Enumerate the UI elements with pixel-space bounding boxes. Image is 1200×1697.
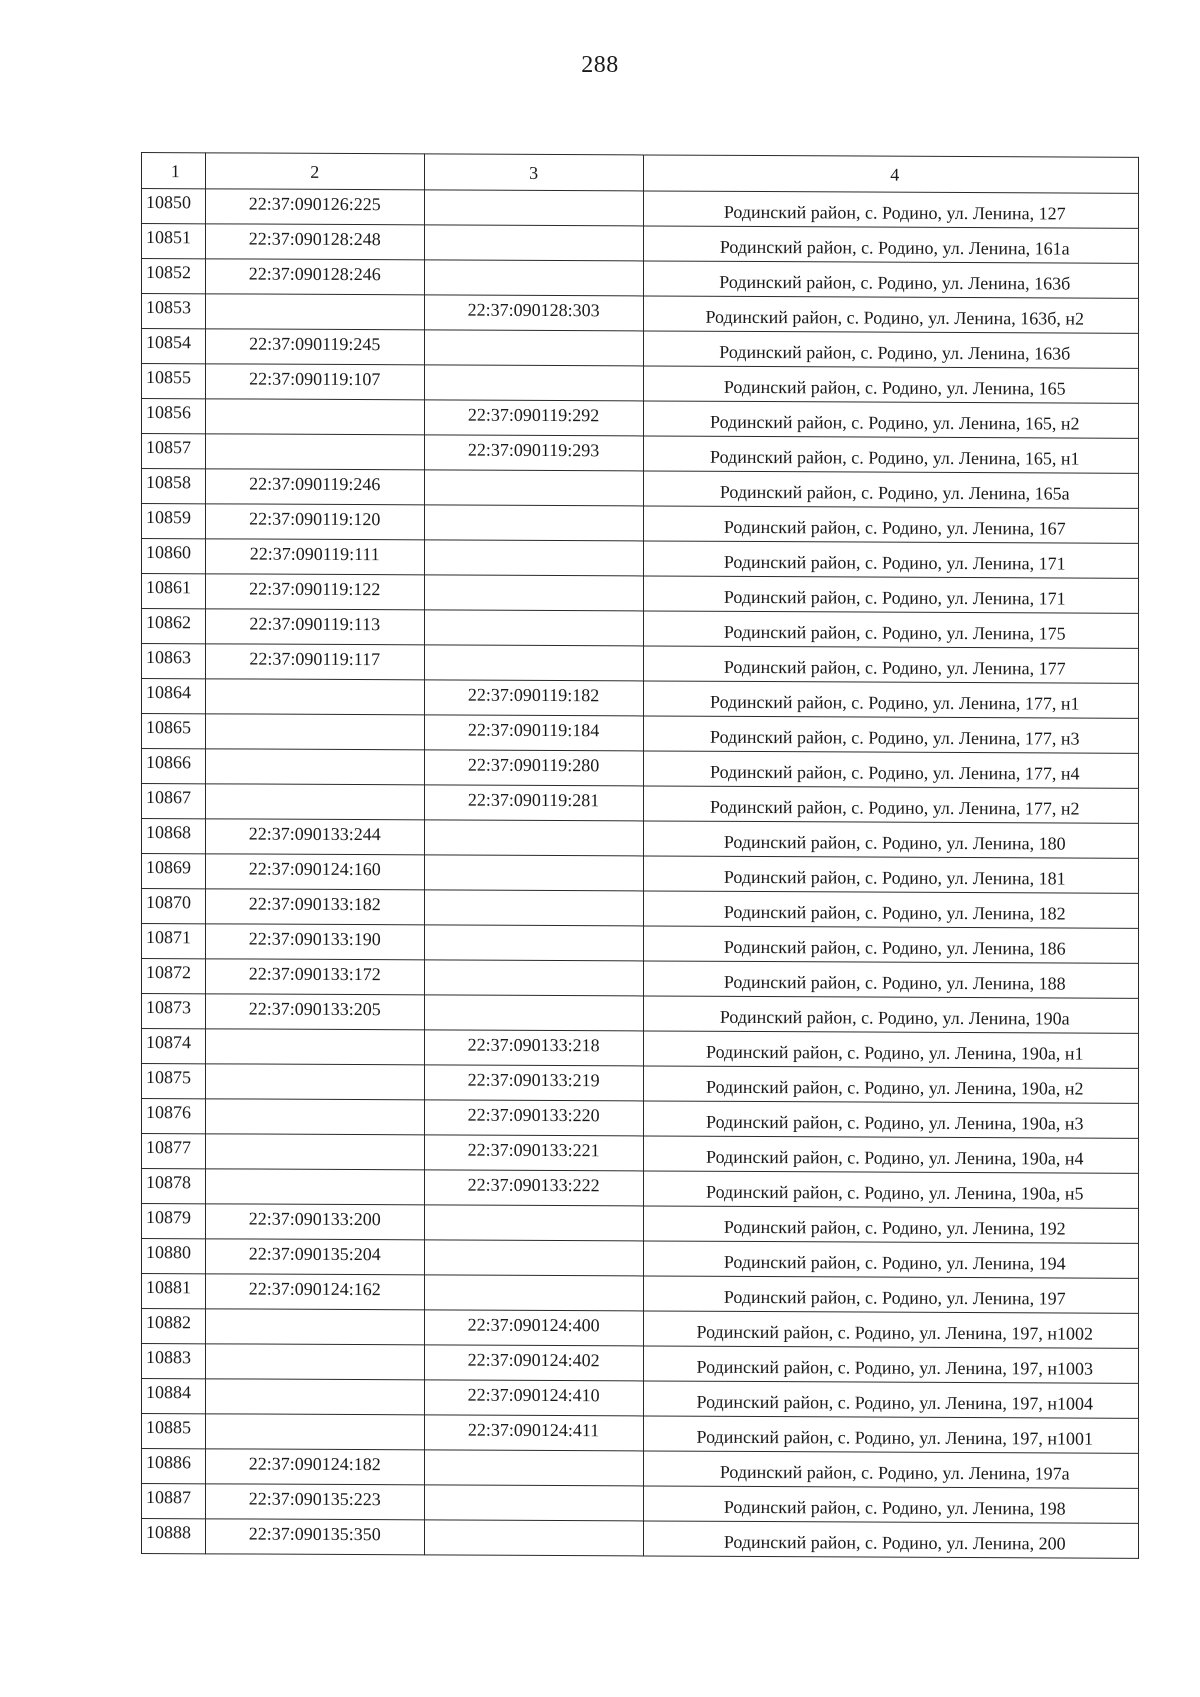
row-number-cell: 10860: [142, 539, 206, 574]
row-number-cell: 10886: [142, 1449, 206, 1484]
row-number-cell: 10882: [142, 1309, 206, 1344]
building-cadastral-number-cell: [424, 960, 643, 996]
table-row: [142, 1309, 1139, 1349]
address-cell: Родинский район, с. Родино, ул. Ленина, 163б: [643, 331, 1138, 368]
building-cadastral-number-cell: [424, 505, 643, 541]
building-cadastral-number-cell: [424, 470, 643, 506]
address-cell: Родинский район, с. Родино, ул. Ленина, 200: [643, 1521, 1138, 1558]
address-cell: Родинский район, с. Родино, ул. Ленина, 165, н2: [643, 401, 1138, 438]
row-number-cell: 10876: [142, 1099, 206, 1134]
building-cadastral-number-cell: 22:37:090133:222: [424, 1170, 643, 1206]
building-cadastral-number-cell: [424, 820, 643, 856]
address-cell: Родинский район, с. Родино, ул. Ленина, 161а: [643, 226, 1138, 263]
column-header-4: 4: [643, 155, 1138, 193]
cadastral-number-cell: [205, 1134, 424, 1170]
row-number-cell: 10880: [142, 1239, 206, 1274]
table-row: [142, 1484, 1139, 1524]
cadastral-number-cell: [205, 1414, 424, 1450]
address-cell: Родинский район, с. Родино, ул. Ленина, 198: [643, 1486, 1138, 1523]
cadastral-number-cell: 22:37:090126:225: [205, 189, 424, 225]
building-cadastral-number-cell: 22:37:090124:410: [424, 1380, 643, 1416]
table-row: [142, 434, 1139, 474]
cadastral-number-cell: [205, 784, 424, 820]
address-cell: Родинский район, с. Родино, ул. Ленина, 192: [643, 1206, 1138, 1243]
table-row: [142, 819, 1139, 859]
cadastral-number-cell: 22:37:090133:182: [205, 889, 424, 925]
cadastral-number-cell: [205, 679, 424, 715]
cadastral-number-cell: 22:37:090128:248: [205, 224, 424, 260]
table-row: [142, 1414, 1139, 1454]
address-cell: Родинский район, с. Родино, ул. Ленина, 177, н2: [643, 786, 1138, 823]
cadastral-number-cell: 22:37:090119:113: [205, 609, 424, 645]
address-cell: Родинский район, с. Родино, ул. Ленина, 175: [643, 611, 1138, 648]
table-row: [142, 504, 1139, 544]
table-row: [142, 1064, 1139, 1104]
building-cadastral-number-cell: 22:37:090119:281: [424, 785, 643, 821]
address-cell: Родинский район, с. Родино, ул. Ленина, 186: [643, 926, 1138, 963]
row-number-cell: 10853: [142, 294, 206, 329]
cadastral-number-cell: 22:37:090119:111: [205, 539, 424, 575]
row-number-cell: 10868: [142, 819, 206, 854]
table-body: [142, 189, 1139, 1559]
row-number-cell: 10856: [142, 399, 206, 434]
address-cell: Родинский район, с. Родино, ул. Ленина, 182: [643, 891, 1138, 928]
row-number-cell: 10881: [142, 1274, 206, 1309]
table-row: [142, 294, 1139, 334]
building-cadastral-number-cell: [424, 1275, 643, 1311]
building-cadastral-number-cell: 22:37:090119:184: [424, 715, 643, 751]
address-cell: Родинский район, с. Родино, ул. Ленина, 165а: [643, 471, 1138, 508]
building-cadastral-number-cell: [424, 645, 643, 681]
building-cadastral-number-cell: [424, 190, 643, 226]
cadastral-number-cell: [205, 1344, 424, 1380]
building-cadastral-number-cell: 22:37:090119:292: [424, 400, 643, 436]
table-row: [142, 994, 1139, 1034]
address-cell: Родинский район, с. Родино, ул. Ленина, 197а: [643, 1451, 1138, 1488]
table-row: [142, 924, 1139, 964]
column-header-3: 3: [424, 154, 643, 191]
cadastral-number-cell: 22:37:090119:122: [205, 574, 424, 610]
building-cadastral-number-cell: [424, 1520, 643, 1556]
row-number-cell: 10854: [142, 329, 206, 364]
cadastral-number-cell: 22:37:090133:200: [205, 1204, 424, 1240]
building-cadastral-number-cell: [424, 365, 643, 401]
table-row: [142, 189, 1139, 229]
address-cell: Родинский район, с. Родино, ул. Ленина, 127: [643, 191, 1138, 228]
table-row: [142, 329, 1139, 369]
row-number-cell: 10858: [142, 469, 206, 504]
table-row: [142, 1239, 1139, 1279]
row-number-cell: 10883: [142, 1344, 206, 1379]
table-row: [142, 1029, 1139, 1069]
cadastral-number-cell: 22:37:090135:204: [205, 1239, 424, 1275]
table-row: [142, 1134, 1139, 1174]
address-cell: Родинский район, с. Родино, ул. Ленина, 163б: [643, 261, 1138, 298]
table-row: [142, 1169, 1139, 1209]
cadastral-number-cell: [205, 1064, 424, 1100]
cadastral-number-cell: [205, 714, 424, 750]
row-number-cell: 10863: [142, 644, 206, 679]
address-cell: Родинский район, с. Родино, ул. Ленина, 177: [643, 646, 1138, 683]
cadastral-number-cell: [205, 1099, 424, 1135]
cadastral-number-cell: 22:37:090119:245: [205, 329, 424, 365]
address-cell: Родинский район, с. Родино, ул. Ленина, 188: [643, 961, 1138, 998]
address-cell: Родинский район, с. Родино, ул. Ленина, 190а, н5: [643, 1171, 1138, 1208]
table-row: [142, 399, 1139, 439]
building-cadastral-number-cell: 22:37:090119:293: [424, 435, 643, 471]
building-cadastral-number-cell: 22:37:090124:400: [424, 1310, 643, 1346]
row-number-cell: 10875: [142, 1064, 206, 1099]
cadastral-number-cell: 22:37:090133:205: [205, 994, 424, 1030]
building-cadastral-number-cell: [424, 610, 643, 646]
table-row: [142, 749, 1139, 789]
row-number-cell: 10879: [142, 1204, 206, 1239]
building-cadastral-number-cell: [424, 260, 643, 296]
cadastral-number-cell: 22:37:090133:172: [205, 959, 424, 995]
address-cell: Родинский район, с. Родино, ул. Ленина, 163б, н2: [643, 296, 1138, 333]
row-number-cell: 10855: [142, 364, 206, 399]
cadastral-number-cell: 22:37:090133:190: [205, 924, 424, 960]
column-header-2: 2: [205, 153, 424, 190]
cadastral-number-cell: [205, 1309, 424, 1345]
building-cadastral-number-cell: [424, 540, 643, 576]
building-cadastral-number-cell: [424, 855, 643, 891]
address-cell: Родинский район, с. Родино, ул. Ленина, 171: [643, 576, 1138, 613]
table-header: [142, 153, 1139, 194]
table-row: [142, 959, 1139, 999]
address-cell: Родинский район, с. Родино, ул. Ленина, 197, н1002: [643, 1311, 1138, 1348]
row-number-cell: 10887: [142, 1484, 206, 1519]
address-cell: Родинский район, с. Родино, ул. Ленина, 165: [643, 366, 1138, 403]
table-row: [142, 1449, 1139, 1489]
table-row: [142, 574, 1139, 614]
address-cell: Родинский район, с. Родино, ул. Ленина, 194: [643, 1241, 1138, 1278]
table-row: [142, 469, 1139, 509]
row-number-cell: 10870: [142, 889, 206, 924]
row-number-cell: 10857: [142, 434, 206, 469]
cadastral-number-cell: [205, 399, 424, 435]
table-row: [142, 1519, 1139, 1559]
table-row: [142, 714, 1139, 754]
row-number-cell: 10878: [142, 1169, 206, 1204]
building-cadastral-number-cell: 22:37:090133:219: [424, 1065, 643, 1101]
building-cadastral-number-cell: 22:37:090124:411: [424, 1415, 643, 1451]
cadastral-number-cell: 22:37:090119:120: [205, 504, 424, 540]
register-table: [141, 152, 1139, 1559]
address-cell: Родинский район, с. Родино, ул. Ленина, 171: [643, 541, 1138, 578]
table-row: [142, 854, 1139, 894]
table-row: [142, 1274, 1139, 1314]
building-cadastral-number-cell: [424, 1240, 643, 1276]
address-cell: Родинский район, с. Родино, ул. Ленина, 197, н1001: [643, 1416, 1138, 1453]
address-cell: Родинский район, с. Родино, ул. Ленина, 190а, н4: [643, 1136, 1138, 1173]
row-number-cell: 10851: [142, 224, 206, 259]
table-row: [142, 1204, 1139, 1244]
table-row: [142, 784, 1139, 824]
cadastral-number-cell: [205, 294, 424, 330]
building-cadastral-number-cell: [424, 890, 643, 926]
table-row: [142, 609, 1139, 649]
row-number-cell: 10850: [142, 189, 206, 224]
row-number-cell: 10861: [142, 574, 206, 609]
building-cadastral-number-cell: 22:37:090133:220: [424, 1100, 643, 1136]
building-cadastral-number-cell: 22:37:090128:303: [424, 295, 643, 331]
cadastral-number-cell: [205, 1379, 424, 1415]
address-cell: Родинский район, с. Родино, ул. Ленина, 190а, н1: [643, 1031, 1138, 1068]
row-number-cell: 10888: [142, 1519, 206, 1554]
cadastral-number-cell: 22:37:090119:117: [205, 644, 424, 680]
address-cell: Родинский район, с. Родино, ул. Ленина, 177, н3: [643, 716, 1138, 753]
building-cadastral-number-cell: 22:37:090133:221: [424, 1135, 643, 1171]
row-number-cell: 10865: [142, 714, 206, 749]
row-number-cell: 10884: [142, 1379, 206, 1414]
cadastral-number-cell: 22:37:090124:162: [205, 1274, 424, 1310]
row-number-cell: 10866: [142, 749, 206, 784]
row-number-cell: 10877: [142, 1134, 206, 1169]
table-row: [142, 1379, 1139, 1419]
building-cadastral-number-cell: 22:37:090119:182: [424, 680, 643, 716]
table-row: [142, 1099, 1139, 1139]
row-number-cell: 10864: [142, 679, 206, 714]
cadastral-number-cell: 22:37:090128:246: [205, 259, 424, 295]
building-cadastral-number-cell: [424, 995, 643, 1031]
building-cadastral-number-cell: [424, 1485, 643, 1521]
address-cell: Родинский район, с. Родино, ул. Ленина, 197, н1003: [643, 1346, 1138, 1383]
column-header-1: 1: [142, 153, 206, 189]
cadastral-number-cell: 22:37:090124:182: [205, 1449, 424, 1485]
table-row: [142, 889, 1139, 929]
address-cell: Родинский район, с. Родино, ул. Ленина, 180: [643, 821, 1138, 858]
cadastral-number-cell: 22:37:090135:223: [205, 1484, 424, 1520]
table-row: [142, 364, 1139, 404]
building-cadastral-number-cell: [424, 1450, 643, 1486]
row-number-cell: 10859: [142, 504, 206, 539]
building-cadastral-number-cell: [424, 575, 643, 611]
address-cell: Родинский район, с. Родино, ул. Ленина, 181: [643, 856, 1138, 893]
cadastral-number-cell: 22:37:090119:107: [205, 364, 424, 400]
row-number-cell: 10867: [142, 784, 206, 819]
table-row: [142, 1344, 1139, 1384]
table-row: [142, 644, 1139, 684]
row-number-cell: 10885: [142, 1414, 206, 1449]
row-number-cell: 10852: [142, 259, 206, 294]
address-cell: Родинский район, с. Родино, ул. Ленина, 177, н1: [643, 681, 1138, 718]
address-cell: Родинский район, с. Родино, ул. Ленина, 190а, н3: [643, 1101, 1138, 1138]
cadastral-number-cell: 22:37:090124:160: [205, 854, 424, 890]
row-number-cell: 10869: [142, 854, 206, 889]
row-number-cell: 10872: [142, 959, 206, 994]
building-cadastral-number-cell: [424, 225, 643, 261]
row-number-cell: 10873: [142, 994, 206, 1029]
address-cell: Родинский район, с. Родино, ул. Ленина, 190а: [643, 996, 1138, 1033]
building-cadastral-number-cell: [424, 1205, 643, 1241]
table-row: [142, 224, 1139, 264]
cadastral-number-cell: 22:37:090135:350: [205, 1519, 424, 1555]
address-cell: Родинский район, с. Родино, ул. Ленина, 167: [643, 506, 1138, 543]
cadastral-number-cell: [205, 749, 424, 785]
building-cadastral-number-cell: 22:37:090119:280: [424, 750, 643, 786]
row-number-cell: 10862: [142, 609, 206, 644]
page-number: 288: [581, 52, 619, 78]
building-cadastral-number-cell: 22:37:090124:402: [424, 1345, 643, 1381]
row-number-cell: 10874: [142, 1029, 206, 1064]
address-cell: Родинский район, с. Родино, ул. Ленина, 165, н1: [643, 436, 1138, 473]
table-row: [142, 259, 1139, 299]
building-cadastral-number-cell: [424, 925, 643, 961]
address-cell: Родинский район, с. Родино, ул. Ленина, 197, н1004: [643, 1381, 1138, 1418]
building-cadastral-number-cell: 22:37:090133:218: [424, 1030, 643, 1066]
building-cadastral-number-cell: [424, 330, 643, 366]
cadastral-number-cell: 22:37:090133:244: [205, 819, 424, 855]
table-row: [142, 679, 1139, 719]
row-number-cell: 10871: [142, 924, 206, 959]
address-cell: Родинский район, с. Родино, ул. Ленина, 177, н4: [643, 751, 1138, 788]
cadastral-number-cell: [205, 434, 424, 470]
table-row: [142, 539, 1139, 579]
cadastral-number-cell: [205, 1029, 424, 1065]
address-cell: Родинский район, с. Родино, ул. Ленина, 190а, н2: [643, 1066, 1138, 1103]
cadastral-number-cell: [205, 1169, 424, 1205]
header-row: [142, 153, 1139, 194]
cadastral-number-cell: 22:37:090119:246: [205, 469, 424, 505]
address-cell: Родинский район, с. Родино, ул. Ленина, 197: [643, 1276, 1138, 1313]
